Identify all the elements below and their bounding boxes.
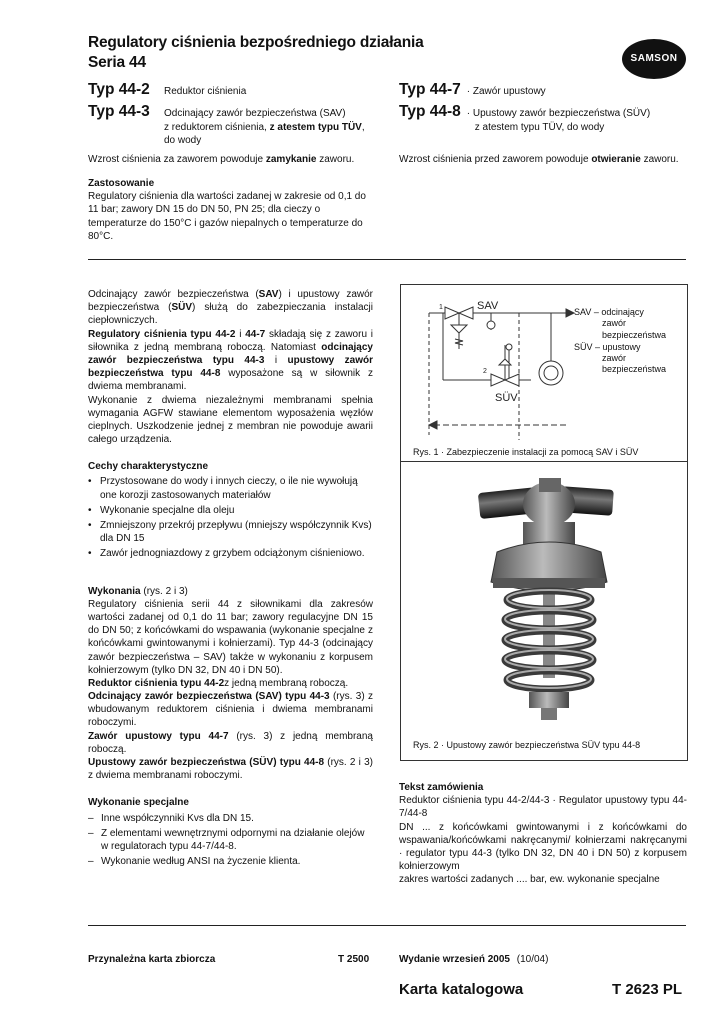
intro-p3: Wykonanie z dwiema niezależnymi membranami spełnia wymagania AGFW stawiane elementom wyposażenia węzłów cieplnych. Uszkodzenie jednej z membran nie powoduje awarii całego urządzenia.	[88, 394, 373, 446]
legend-sav-b: zawór	[602, 318, 627, 329]
header-divider	[88, 259, 686, 260]
feature-item: • Zawór jednogniazdowy z grzybem odciążonym ciśnieniowo.	[88, 547, 373, 560]
figure-1-frame	[400, 284, 688, 462]
page-title	[88, 33, 424, 72]
feature-item: • Zmniejszony przekrój przepływu (mniejszy współczynnik Kvs) dla DN 15	[88, 519, 373, 545]
type-44-3-desc-a: Odcinający zawór bezpieczeństwa (SAV)	[164, 108, 346, 120]
type-44-3-desc-c: do wody	[164, 134, 202, 146]
feature-item: • Wykonanie specjalne dla oleju	[88, 504, 373, 517]
type-44-7-name: Typ 44-7	[399, 81, 461, 98]
order-line-1: Reduktor ciśnienia typu 44-2/44-3 · Regulator upustowy typu 44-7/44-8	[399, 795, 687, 820]
versions-heading-row	[88, 585, 373, 598]
versions-p4: Zawór upustowy typu 44-7 (rys. 3) z jedną membraną roboczą.	[88, 730, 373, 755]
types-right: Typ 44-7 · Zawór upustowy Typ 44-8 · Upustowy zawór bezpieczeństwa (SÜV) z atestem typu TÜV, do wody Wzrost ciśnienia przed zaworem powoduje otwieranie zaworu.	[399, 80, 689, 166]
versions-p5: Upustowy zawór bezpieczeństwa (SÜV) typu 44-8 (rys. 2 i 3) z dwiema membranami roboczymi.	[88, 757, 373, 782]
versions-heading: Wykonania	[88, 585, 141, 597]
footer-card-code: T 2623 PL	[612, 981, 683, 998]
figure-2-caption: Rys. 2 · Upustowy zawór bezpieczeństwa SÜV typu 44-8	[413, 740, 641, 750]
type-44-3-name: Typ 44-3	[88, 103, 150, 121]
right-note-bold: otwieranie	[591, 153, 641, 165]
special-item: – Z elementami wewnętrznymi odpornymi na działanie olejów w regulatorach typu 44-7/44-8.	[88, 827, 373, 853]
versions-p2: Reduktor ciśnienia typu 44-2z jedną membraną roboczą.	[88, 677, 349, 689]
special-item: – Wykonanie według ANSI na życzenie klienta.	[88, 855, 373, 868]
order-heading: Tekst zamówienia	[399, 782, 484, 793]
left-note-c: zaworu.	[319, 154, 355, 166]
versions-heading-ref: (rys. 2 i 3)	[140, 585, 188, 597]
samson-logo	[622, 39, 686, 79]
type-44-3-desc-b-bold: z atestem typu TÜV	[269, 121, 362, 133]
right-note-c: zaworu.	[643, 153, 679, 165]
type-44-7-desc: Zawór upustowy	[472, 86, 546, 97]
footer-left-code: T 2500	[338, 954, 370, 965]
type-44-3-desc-b: z reduktorem ciśnienia,	[164, 121, 267, 133]
versions-p3: Odcinający zawór bezpieczeństwa (SAV) typu 44-3 (rys. 3) z wbudowanym reduktorem ciśnienia i dwiema membranami roboczymi.	[88, 691, 373, 729]
application-heading: Zastosowanie	[88, 178, 155, 189]
type-44-2-desc: Reduktor ciśnienia	[164, 86, 247, 97]
intro-p2: Regulatory ciśnienia typu 44-2 i 44-7 składają się z zaworu i siłownika z jedną membraną roboczą. Natomiast odcinający zawór bezpieczeństwa typu 44-3 i upustowy zawór bezpieczeństwa typu 44-8 wyposażone są w siłownik z dwiema membranami.	[88, 328, 373, 393]
footer-edition-code: (10/04)	[516, 954, 549, 965]
footer-card-title: Karta katalogowa	[399, 981, 524, 998]
fig1-label-suv: SÜV	[495, 392, 518, 404]
order-section	[399, 781, 687, 887]
feature-item: • Przystosowane do wody i innych cieczy, o ile nie wywołują one korozji zastosowanych materiałów	[88, 475, 373, 501]
footer-edition: Wydanie wrzesień 2005	[399, 954, 510, 965]
application-section	[88, 177, 373, 243]
features-heading: Cechy charakterystyczne	[88, 461, 209, 473]
fig1-num-1: 1	[439, 304, 443, 311]
legend-sav-c: bezpieczeństwa	[602, 329, 667, 340]
logo-text: SAMSON	[630, 53, 678, 65]
legend-sav-a: SAV – odcinający	[574, 307, 644, 317]
types-left: Typ 44-2 Reduktor ciśnienia Typ 44-3 Odcinający zawór bezpieczeństwa (SAV) z reduktorem ciśnienia, z atestem typu TÜV, do wody Wzrost ciśnienia za zaworem powoduje zamykanie zaworu.	[88, 80, 388, 166]
footer-left-label: Przynależna karta zbiorcza	[88, 954, 216, 965]
type-44-8-desc-a: Upustowy zawór bezpieczeństwa (SÜV)	[472, 108, 651, 120]
right-note	[399, 153, 689, 166]
fig1-label-sav: SAV	[477, 300, 499, 312]
footer-edition-row	[399, 953, 548, 966]
title-line-1: Regulatory ciśnienia bezpośredniego działania	[88, 34, 424, 51]
figure-1-caption: Rys. 1 · Zabezpieczenie instalacji za pomocą SAV i SÜV	[413, 447, 639, 457]
figure-2-valve-photo	[401, 460, 687, 730]
order-line-3: zakres wartości zadanych .... bar, ew. wykonanie specjalne	[399, 874, 660, 886]
right-note-a: Wzrost ciśnienia przed zaworem powoduje	[399, 153, 589, 165]
figure-2-frame	[400, 460, 688, 761]
intro-p1: Odcinający zawór bezpieczeństwa (SAV) i upustowy zawór bezpieczeństwa (SÜV) służą do zabezpieczania instalacji ciepłowniczych.	[88, 289, 374, 327]
type-44-8-desc-b: z atestem typu TÜV, do wody	[474, 121, 605, 133]
fig1-legend	[574, 307, 666, 376]
versions-p1: Regulatory ciśnienia serii 44 z siłownikami dla zakresów wartości zadanej od 0,1 do 11 bar; zawory regulacyjne DN 15 do DN 50; z końcówkami do wspawania (wykonanie specjalne z końcówkami gwintowanymi i kołnierzami). Typ 44-3 (odcinający zawór bezpieczeństwa – SAV) także w wykonaniu z korpusem kołnierzowym (tylko DN 32, DN 40 i DN 50).	[88, 598, 373, 676]
type-44-8-name: Typ 44-8	[399, 103, 461, 121]
left-note-a: Wzrost ciśnienia za zaworem powoduje	[88, 154, 264, 166]
left-column	[88, 288, 373, 870]
footer-divider	[88, 925, 686, 926]
title-line-2: Seria 44	[88, 53, 146, 71]
features-list	[88, 475, 373, 560]
legend-suv-c: bezpieczeństwa	[602, 364, 667, 375]
type-44-2-name: Typ 44-2	[88, 81, 150, 98]
special-list	[88, 812, 373, 869]
special-item: – Inne współczynniki Kvs dla DN 15.	[88, 812, 373, 825]
legend-suv-b: zawór	[602, 353, 627, 363]
left-note	[88, 153, 388, 166]
left-note-bold: zamykanie	[265, 154, 317, 166]
fig1-num-2: 2	[483, 368, 487, 375]
order-line-2: DN ... z końcówkami gwintowanymi i z końcówkami do wspawania/końcówkami nakręcanymi/ kołnierzami nakręcanymi · regulator typu 44-3 (tylko DN 32, DN 40 i DN 50) z korpusem kołnierzowym	[399, 821, 687, 873]
legend-suv-a: SÜV – upustowy	[574, 341, 641, 352]
special-heading: Wykonanie specjalne	[88, 797, 189, 809]
application-text: Regulatory ciśnienia dla wartości zadanej w zakresie od 0,1 do 11 bar; zawory DN 15 do DN 50, PN 25; dla cieczy o temperaturze do 150°C i gazów niepalnych o temperaturze do 80°C.	[88, 191, 366, 242]
